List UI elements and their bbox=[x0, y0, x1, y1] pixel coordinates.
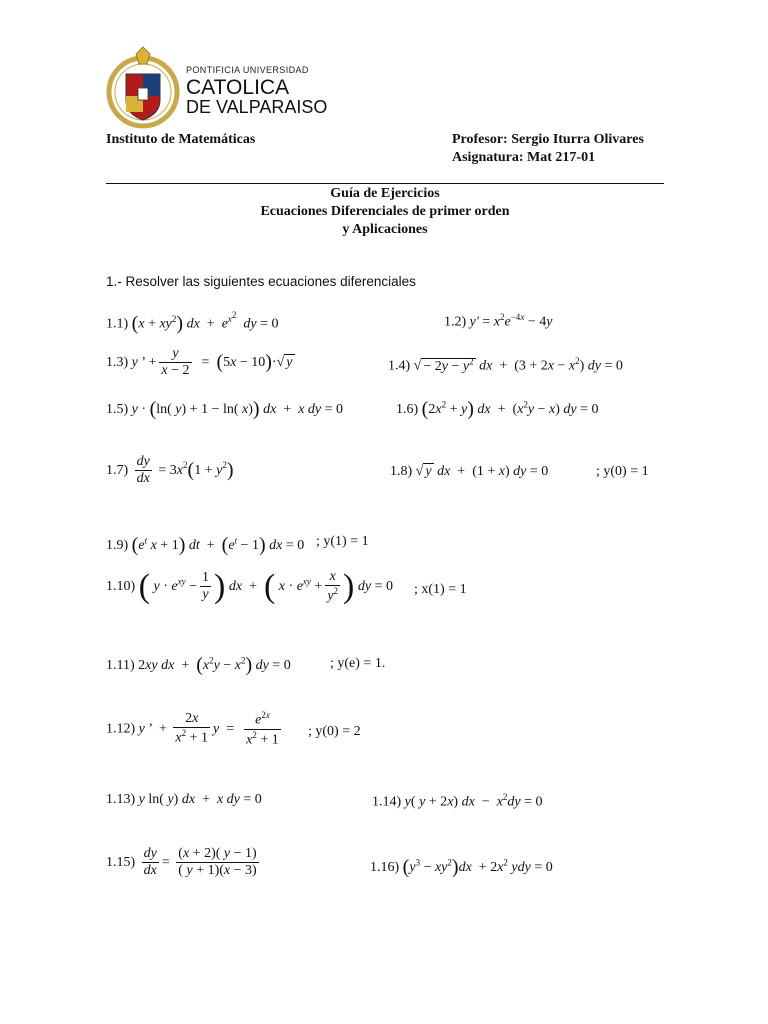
equation-label: 1.1) bbox=[106, 316, 129, 332]
equation-label: 1.14) bbox=[372, 794, 402, 810]
equation-label: 1.13) bbox=[106, 792, 136, 807]
university-line1: PONTIFICIA UNIVERSIDAD bbox=[186, 65, 309, 75]
condition-1-9: ; y(1) = 1 bbox=[316, 534, 369, 549]
equation-label: 1.5) bbox=[106, 402, 129, 417]
equation-1-15: 1.15) $\frac{dy}{dx}$ = $\frac{(x + 2)( y - 1)}{( y + 1)(x - 3)}$ bbox=[106, 846, 257, 879]
equation-label: 1.16) bbox=[370, 860, 400, 875]
title-line3: y Aplicaciones bbox=[342, 222, 428, 237]
equation-1-3: 1.3) y ’ + $\frac{y}{x - 2}$ = (5x − 10)·√ y bbox=[106, 346, 293, 379]
header-divider bbox=[106, 183, 664, 184]
equation-label: 1.7) bbox=[106, 462, 129, 478]
equation-label: 1.3) bbox=[106, 354, 129, 370]
equation-1-9: 1.9) ($e^t$ x + 1) dt + $(e^t - 1)$ dx = 0 bbox=[106, 534, 305, 556]
condition-1-10: ; x(1) = 1 bbox=[414, 582, 467, 597]
university-line3: DE VALPARAISO bbox=[186, 97, 328, 117]
equation-1-11: 1.11) 2xy dx + $(x^2y - x^2)$ dy = 0 bbox=[106, 654, 291, 676]
condition-1-12: ; y(0) = 2 bbox=[308, 724, 361, 739]
equation-1-1: 1.1) $(x + xy^2)$ dx + $e^{x^2}$ dy = 0 bbox=[106, 310, 279, 335]
equation-1-7: 1.7) $\frac{dy}{dx}$ = $3x^2(1 + y^2)$ bbox=[106, 454, 234, 487]
equation-1-5: 1.5) y · (ln( y) + 1 − ln( x)) dx + x dy = 0 bbox=[106, 398, 344, 420]
section-intro: 1.- Resolver las siguientes ecuaciones diferenciales bbox=[106, 274, 416, 289]
title-line2: Ecuaciones Diferenciales de primer orden bbox=[260, 204, 510, 219]
equation-1-12: 1.12) y ’ + $\frac{2x}{x^2 + 1}$ y = $\frac{e^{2x}}{x^2 + 1}$ bbox=[106, 710, 279, 748]
institute-name: Instituto de Matemáticas bbox=[106, 132, 256, 147]
equation-1-4: 1.4) √ − $2y - y^2$ dx + $(3 + 2x - x^2)$ dy = 0 bbox=[388, 356, 623, 374]
equation-label: 1.6) bbox=[396, 402, 419, 417]
professor-name: Profesor: Sergio Iturra Olivares bbox=[452, 132, 644, 147]
equation-label: 1.2) bbox=[444, 314, 467, 330]
equation-1-6: 1.6) $(2x^2 + y)$ dx + $(x^2y - x)$ dy = 0 bbox=[396, 398, 599, 420]
equation-label: 1.8) bbox=[390, 464, 413, 479]
equation-1-16: 1.16) $(y^3 - xy^2)dx + 2x^2$ ydy = 0 bbox=[370, 856, 553, 878]
equation-1-8: 1.8) √ y dx + (1 + x) dy = 0 bbox=[390, 464, 549, 479]
equation-label: 1.10) bbox=[106, 579, 136, 594]
condition-1-11: ; y(e) = 1. bbox=[330, 656, 386, 671]
university-crest-logo bbox=[106, 44, 180, 132]
condition-1-8: ; y(0) = 1 bbox=[596, 464, 649, 479]
equation-label: 1.11) bbox=[106, 658, 135, 673]
equation-1-14: 1.14) y( y + 2x) dx − $x^2dy = 0$ bbox=[372, 792, 543, 810]
course-code: Asignatura: Mat 217-01 bbox=[452, 150, 596, 165]
equation-1-13: 1.13) y ln( y) dx + x dy = 0 bbox=[106, 792, 262, 807]
university-line2: CATOLICA bbox=[186, 76, 290, 99]
equation-1-2: 1.2) $y' = x^2e^{-4x} - 4y$ bbox=[444, 312, 553, 330]
equation-label: 1.12) bbox=[106, 721, 136, 737]
equation-label: 1.15) bbox=[106, 854, 136, 870]
university-name bbox=[186, 66, 327, 116]
equation-label: 1.9) bbox=[106, 538, 129, 553]
equation-label: 1.4) bbox=[388, 358, 411, 374]
title-line1: Guía de Ejercicios bbox=[330, 186, 440, 201]
equation-1-10: 1.10) ( $y \cdot e^{xy}$ − $\frac{1}{y}$ ) dx + ( $x \cdot e^{xy}$ + $\frac{x}{y^2}$ ) dy = 0 bbox=[106, 568, 393, 605]
